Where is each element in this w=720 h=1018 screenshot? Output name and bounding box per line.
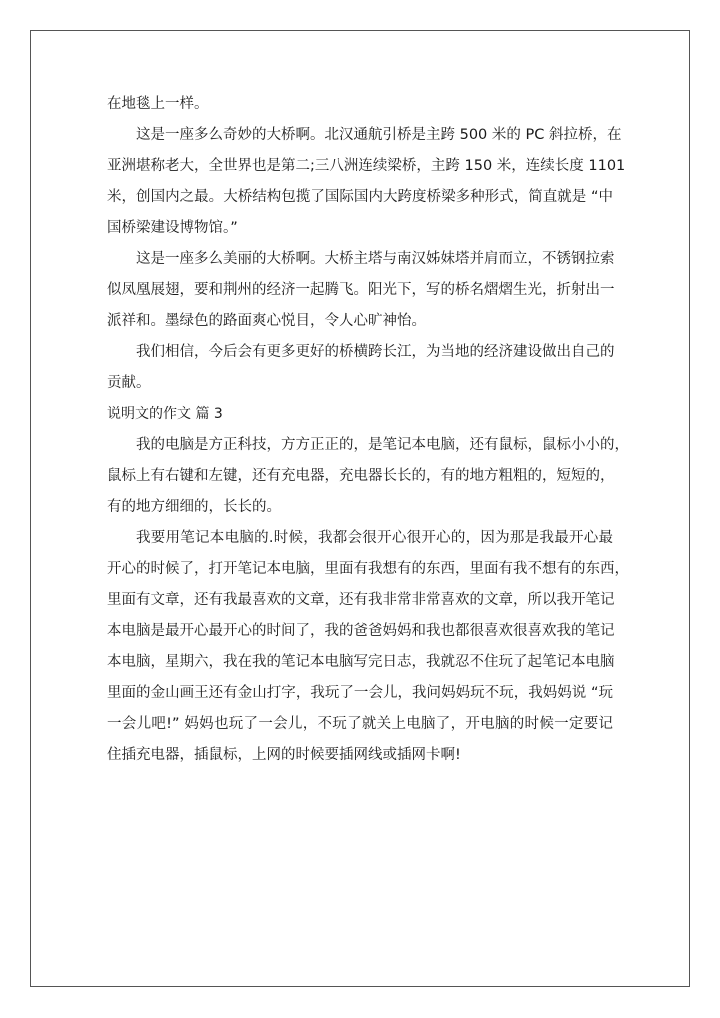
text-line-8: 派祥和。墨绿色的路面爽心悦目，令人心旷神怡。 bbox=[107, 313, 426, 329]
text-line-12: 我的电脑是方正科技，方方正正的，是笔记本电脑，还有鼠标，鼠标小小的， bbox=[136, 437, 629, 453]
text-line-2: 这是一座多么奇妙的大桥啊。北汉通航引桥是主跨 500 米的 PC 斜拉桥，在 bbox=[136, 127, 622, 143]
text-line-7: 似凤凰展翅，要和荆州的经济一起腾飞。阳光下，写的桥名熠熠生光，折射出一 bbox=[107, 282, 615, 298]
text-line-22: 住插充电器，插鼠标，上网的时候要插网线或插网卡啊! bbox=[107, 747, 461, 763]
text-line-16: 开心的时候了，打开笔记本电脑，里面有我想有的东西，里面有我不想有的东西， bbox=[107, 561, 629, 577]
text-line-21: 一会儿吧!” 妈妈也玩了一会儿，不玩了就关上电脑了，开电脑的时候一定要记 bbox=[107, 716, 613, 732]
text-line-1: 在地毯上一样。 bbox=[107, 96, 209, 112]
text-line-4: 米，创国内之最。大桥结构包揽了国际国内大跨度桥梁多种形式，简直就是 “中 bbox=[107, 189, 613, 205]
text-line-14: 有的地方细细的，长长的。 bbox=[107, 499, 281, 515]
text-line-5: 国桥梁建设博物馆。” bbox=[107, 220, 238, 236]
text-line-20: 里面的金山画王还有金山打字，我玩了一会儿，我问妈妈玩不玩，我妈妈说 “玩 bbox=[107, 685, 613, 701]
text-line-9: 我们相信，今后会有更多更好的桥横跨长江，为当地的经济建设做出自己的 bbox=[136, 344, 615, 360]
section-title: 说明文的作文 篇 3 bbox=[107, 406, 223, 422]
text-line-10: 贡献。 bbox=[107, 375, 151, 391]
text-line-18: 本电脑是最开心最开心的时间了，我的爸爸妈妈和我也都很喜欢很喜欢我的笔记 bbox=[107, 623, 615, 639]
document-body bbox=[107, 89, 629, 771]
text-line-17: 里面有文章，还有我最喜欢的文章，还有我非常非常喜欢的文章，所以我开笔记 bbox=[107, 592, 615, 608]
text-line-6: 这是一座多么美丽的大桥啊。大桥主塔与南汉姊妹塔并肩而立，不锈钢拉索 bbox=[136, 251, 615, 267]
text-line-15: 我要用笔记本电脑的.时候，我都会很开心很开心的，因为那是我最开心最 bbox=[136, 530, 613, 546]
text-line-3: 亚洲堪称老大，全世界也是第二;三八洲连续梁桥，主跨 150 米，连续长度 1101 bbox=[107, 158, 626, 174]
text-line-13: 鼠标上有右键和左键，还有充电器，充电器长长的，有的地方粗粗的，短短的， bbox=[107, 468, 615, 484]
text-line-19: 本电脑，星期六，我在我的笔记本电脑写完日志，我就忍不住玩了起笔记本电脑 bbox=[107, 654, 615, 670]
